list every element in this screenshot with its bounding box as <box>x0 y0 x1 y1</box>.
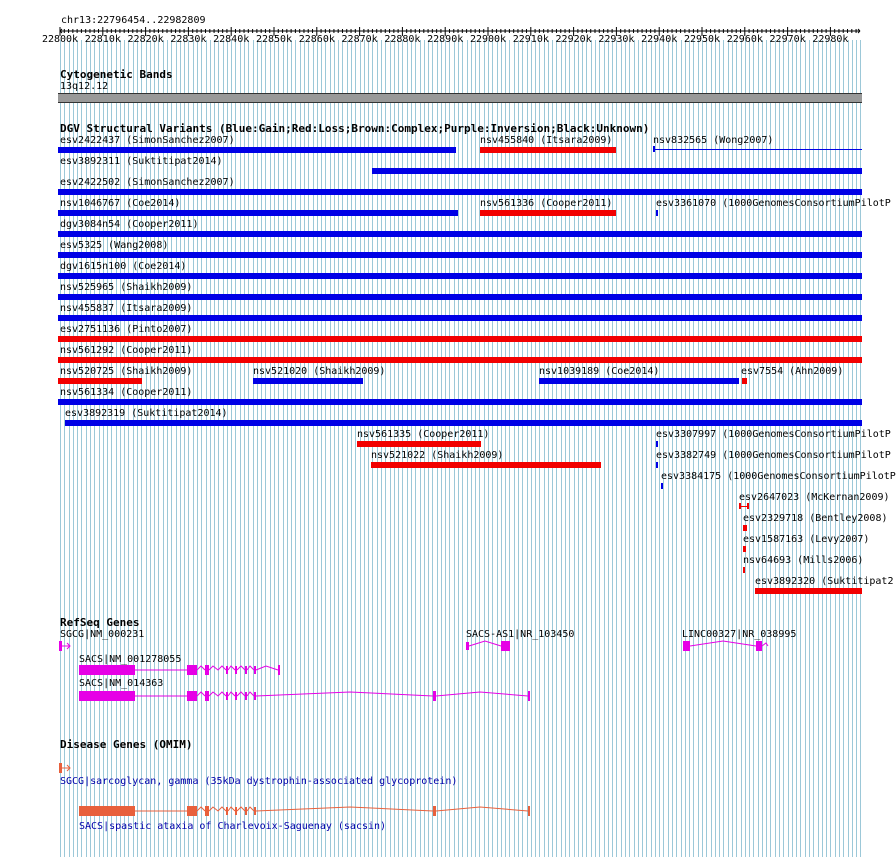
variant-bar-loss[interactable] <box>480 210 616 216</box>
variant-label[interactable]: esv2329718 (Bentley2008) <box>743 513 888 524</box>
variant-bar-gain[interactable] <box>58 294 862 300</box>
variant-bar-loss[interactable] <box>371 462 601 468</box>
variant-bar-loss[interactable] <box>743 567 745 573</box>
variant-bar-loss[interactable] <box>58 357 862 363</box>
variant-label[interactable]: esv5325 (Wang2008) <box>60 240 169 251</box>
variant-label[interactable]: nsv64693 (Mills2006) <box>743 555 864 566</box>
variant-bar-loss[interactable] <box>58 378 142 384</box>
variant-label[interactable]: esv2422437 (SimonSanchez2007) <box>60 135 235 146</box>
variant-bar-gain[interactable] <box>58 273 862 279</box>
variant-bar-loss[interactable] <box>743 525 747 531</box>
variant-bar-gain[interactable] <box>58 231 862 237</box>
ruler-tick-label: 22840k <box>213 34 250 45</box>
cytoband-label: 13q12.12 <box>60 81 109 92</box>
variant-label[interactable]: nsv1039189 (Coe2014) <box>539 366 660 377</box>
ruler-tick-label: 22830k <box>170 34 207 45</box>
ruler-tick-label: 22850k <box>255 34 293 45</box>
variant-label[interactable]: esv3892319 (Suktitipat2014) <box>65 408 228 419</box>
variant-label[interactable]: nsv525965 (Shaikh2009) <box>60 282 193 293</box>
ruler-tick-label: 22800k <box>41 34 79 45</box>
variant-label[interactable]: esv7554 (Ahn2009) <box>741 366 844 377</box>
variant-label[interactable]: nsv561335 (Cooper2011) <box>357 429 490 440</box>
variant-label[interactable]: esv2422502 (SimonSanchez2007) <box>60 177 235 188</box>
cytoband-bar[interactable] <box>58 93 862 103</box>
variant-tick <box>653 146 655 152</box>
variant-label[interactable]: nsv561334 (Cooper2011) <box>60 387 193 398</box>
variant-label[interactable]: esv3307997 (1000GenomesConsortiumPilotP <box>656 429 891 440</box>
variant-bar-loss[interactable] <box>755 588 862 594</box>
variant-bar-loss[interactable] <box>58 336 862 342</box>
ruler-tick-label: 22820k <box>127 34 164 45</box>
variant-label[interactable]: nsv520725 (Shaikh2009) <box>60 366 193 377</box>
variant-label[interactable]: nsv561336 (Cooper2011) <box>480 198 613 209</box>
variant-bar-gain[interactable] <box>372 168 862 174</box>
variant-label[interactable]: nsv561292 (Cooper2011) <box>60 345 193 356</box>
omim-gene-label[interactable]: SGCG|sarcoglycan, gamma (35kDa dystrophin-associated glycoprotein) <box>60 776 458 787</box>
variant-label[interactable]: esv3892320 (Suktitipat2 <box>755 576 894 587</box>
variant-bar-gain[interactable] <box>65 420 862 426</box>
variant-bar-gain[interactable] <box>253 378 363 384</box>
variant-bar-loss[interactable] <box>357 441 481 447</box>
variant-bar-gain[interactable] <box>58 147 456 153</box>
ruler-tick-label: 22890k <box>427 34 464 45</box>
variant-bar-gain[interactable] <box>58 189 862 195</box>
ruler-tick-label: 22970k <box>769 34 806 45</box>
variant-label[interactable]: esv2751136 (Pinto2007) <box>60 324 193 335</box>
variant-label[interactable]: esv1587163 (Levy2007) <box>743 534 870 545</box>
ruler-tick-label: 22960k <box>726 34 763 45</box>
gene-label[interactable]: SACS|NM_014363 <box>79 678 164 689</box>
coordinate-readout: chr13:22796454..22982809 <box>61 15 206 26</box>
variant-bar-gain[interactable] <box>656 210 658 216</box>
ruler-tick-label: 22900k <box>469 34 507 45</box>
ruler-tick-label: 22880k <box>384 34 421 45</box>
ruler-tick-label: 22930k <box>598 34 635 45</box>
variant-bar-gain[interactable] <box>656 441 658 447</box>
cytoband-track-title[interactable]: Cytogenetic Bands <box>60 68 173 81</box>
variant-label[interactable]: nsv832565 (Wong2007) <box>653 135 774 146</box>
gene-label[interactable]: SGCG|NM_000231 <box>60 629 145 640</box>
variant-label[interactable]: esv3384175 (1000GenomesConsortiumPilotP <box>661 471 896 482</box>
ruler-tick-label: 22870k <box>341 34 378 45</box>
variant-label[interactable]: nsv455840 (Itsara2009) <box>480 135 613 146</box>
gene-label[interactable]: LINC00327|NR_038995 <box>682 629 797 640</box>
ruler-tick-label: 22860k <box>298 34 335 45</box>
variant-bar-gain[interactable] <box>58 210 458 216</box>
variant-bar-loss[interactable] <box>743 546 746 552</box>
ruler-tick-label: 22940k <box>641 34 678 45</box>
gene-label[interactable]: SACS|NM_001278055 <box>79 654 182 665</box>
variant-label[interactable]: dgv3084n54 (Cooper2011) <box>60 219 199 230</box>
gene-label[interactable]: SACS-AS1|NR_103450 <box>466 629 575 640</box>
ruler-tick-label: 22950k <box>683 34 721 45</box>
variant-bar-gain[interactable] <box>539 378 739 384</box>
variant-label[interactable]: esv3382749 (1000GenomesConsortiumPilotP <box>656 450 891 461</box>
refseq-track-title[interactable]: RefSeq Genes <box>60 616 140 629</box>
variant-label[interactable]: nsv455837 (Itsara2009) <box>60 303 193 314</box>
omim-track-title[interactable]: Disease Genes (OMIM) <box>60 738 193 751</box>
omim-gene-models[interactable] <box>0 760 890 820</box>
dgv-track-title[interactable]: DGV Structural Variants (Blue:Gain;Red:Loss;Brown:Complex;Purple:Inversion;Black:Unknown) <box>60 122 650 135</box>
variant-label[interactable]: nsv1046767 (Coe2014) <box>60 198 181 209</box>
omim-gene-label[interactable]: SACS|spastic ataxia of Charlevoix-Saguenay (sacsin) <box>79 821 387 832</box>
variant-bar-gain[interactable] <box>58 315 862 321</box>
variant-tick <box>739 503 741 509</box>
variant-tick <box>747 503 749 509</box>
variant-label[interactable]: esv2647023 (McKernan2009) <box>739 492 890 503</box>
variant-bar-gain[interactable] <box>58 252 862 258</box>
variant-bar-loss[interactable] <box>480 147 616 153</box>
ruler-tick-label: 22910k <box>512 34 549 45</box>
refseq-gene-models[interactable] <box>0 636 890 706</box>
variant-label[interactable]: nsv521020 (Shaikh2009) <box>253 366 386 377</box>
variant-label[interactable]: esv3361070 (1000GenomesConsortiumPilotP <box>656 198 891 209</box>
variant-bar-gain[interactable] <box>653 149 862 150</box>
variant-bar-gain[interactable] <box>656 462 658 468</box>
variant-bar-gain[interactable] <box>58 399 862 405</box>
variant-bar-gain[interactable] <box>661 483 663 489</box>
variant-label[interactable]: nsv521022 (Shaikh2009) <box>371 450 504 461</box>
variant-bar-loss[interactable] <box>742 378 747 384</box>
ruler-tick-label: 22810k <box>84 34 121 45</box>
ruler-tick-label: 22920k <box>555 34 592 45</box>
variant-label[interactable]: esv3892311 (Suktitipat2014) <box>60 156 223 167</box>
ruler-tick-label: 22980k <box>812 34 849 45</box>
variant-label[interactable]: dgv1615n100 (Coe2014) <box>60 261 187 272</box>
